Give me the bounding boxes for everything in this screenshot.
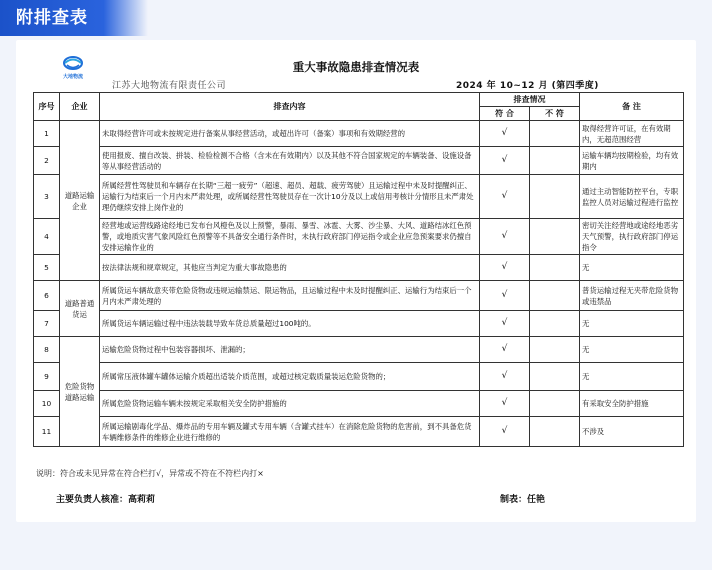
row-nonconform (530, 121, 580, 147)
header-content: 排查内容 (100, 93, 480, 121)
row-remark: 不涉及 (580, 417, 684, 447)
report-period: 2024 年 10~12 月 (第四季度) (456, 81, 599, 91)
row-nonconform (530, 255, 580, 281)
row-seq: 4 (34, 219, 60, 255)
row-remark: 密切关注经营地或途经地恶劣天气预警，执行政府部门停运指令 (580, 219, 684, 255)
group-label: 道路运输企业 (60, 121, 100, 281)
row-seq: 1 (34, 121, 60, 147)
page-section-title: 附排查表 (0, 0, 148, 36)
row-seq: 6 (34, 281, 60, 311)
table-row (34, 391, 684, 417)
row-remark: 无 (580, 363, 684, 391)
table-row (34, 121, 684, 147)
row-nonconform (530, 147, 580, 175)
row-nonconform (530, 363, 580, 391)
row-seq: 3 (34, 175, 60, 219)
row-content: 经营地或运营线路途经地已发布台风橙色及以上预警，暴雨、暴雪、冰雹、大雾、沙尘暴、大风、道路结冰红色预警，或地质灾害气象风险红色预警等不具备安全通行条件时，未执行政府部门停运指令或企业应急预案要求仍擅自安排运输作业的 (100, 219, 480, 255)
row-conform: √ (480, 255, 530, 281)
row-content: 所属经营性驾驶员和车辆存在长期“三超一疲劳”（超速、超员、超载、疲劳驾驶）且运输过程中未及时提醒纠正、运输行为结束后一个月内未严肃处理，或所属经营性驾驶员存在一次计10分及以上或信用考核计分情形且未严肃处理仍继续安排上岗作业的 (100, 175, 480, 219)
header-seq: 序号 (34, 93, 60, 121)
row-remark: 有采取安全防护措施 (580, 391, 684, 417)
row-nonconform (530, 281, 580, 311)
row-content: 所属货运车辆运输过程中违法装载导致车货总质量超过100吨的。 (100, 311, 480, 337)
row-conform: √ (480, 121, 530, 147)
row-remark: 取得经营许可证，在有效期内，无超范围经营 (580, 121, 684, 147)
header-bar (0, 0, 712, 40)
document-title: 重大事故隐患排查情况表 (292, 60, 420, 74)
row-nonconform (530, 219, 580, 255)
row-seq: 7 (34, 311, 60, 337)
group-label: 危险货物道路运输 (60, 337, 100, 447)
row-seq: 9 (34, 363, 60, 391)
row-nonconform (530, 311, 580, 337)
header-company: 企业 (60, 93, 100, 121)
row-content: 所属货运车辆故意夹带危险货物或违规运输禁运、限运物品，且运输过程中未及时提醒纠正、运输行为结束后一个月内未严肃处理的 (100, 281, 480, 311)
row-conform: √ (480, 219, 530, 255)
instruction-note: 说明：符合或未见异常在符合栏打√，异常或不符在不符栏内打× (36, 469, 264, 478)
row-remark: 普货运输过程无夹带危险货物或违禁品 (580, 281, 684, 311)
header-remark: 备 注 (580, 93, 684, 121)
group-label: 道路普通货运 (60, 281, 100, 337)
company-logo (53, 54, 93, 82)
row-remark: 运输车辆均按期检验，均有效期内 (580, 147, 684, 175)
row-conform: √ (480, 417, 530, 447)
responsible-signature: 主要负责人核准：高莉莉 (56, 495, 156, 505)
preparer-signature: 制表：任艳 (500, 495, 546, 505)
row-seq: 11 (34, 417, 60, 447)
row-content: 所属运输剧毒化学品、爆炸品的专用车辆及罐式专用车辆（含罐式挂车）在消除危险货物的危害前，到不具备危货车辆维修条件的维修企业进行维修的 (100, 417, 480, 447)
table-row (34, 255, 684, 281)
row-remark: 通过主动智能防控平台，专职监控人员对运输过程进行监控 (580, 175, 684, 219)
table-row (34, 219, 684, 255)
row-conform: √ (480, 147, 530, 175)
table-row (34, 417, 684, 447)
row-conform: √ (480, 311, 530, 337)
row-nonconform (530, 337, 580, 363)
header-conform: 符 合 (480, 107, 530, 121)
row-conform: √ (480, 391, 530, 417)
table-row (34, 337, 684, 363)
row-remark: 无 (580, 337, 684, 363)
row-content: 所属危险货物运输车辆未按规定采取相关安全防护措施的 (100, 391, 480, 417)
row-conform: √ (480, 337, 530, 363)
table-row (34, 363, 684, 391)
document-card (16, 40, 696, 522)
row-conform: √ (480, 175, 530, 219)
row-seq: 8 (34, 337, 60, 363)
row-nonconform (530, 417, 580, 447)
row-seq: 10 (34, 391, 60, 417)
row-content: 运输危险货物过程中包装容器损坏、泄漏的； (100, 337, 480, 363)
table-row (34, 281, 684, 311)
row-content: 使用报废、擅自改装、拼装、检验检测不合格（含未在有效期内）以及其他不符合国家规定的车辆装备、设施设备等从事经营活动的 (100, 147, 480, 175)
row-content: 按法律法规和规章规定，其他应当判定为重大事故隐患的 (100, 255, 480, 281)
header-status: 排查情况 (480, 93, 580, 107)
table-row (34, 147, 684, 175)
row-nonconform (530, 391, 580, 417)
inspection-table (33, 92, 684, 447)
row-conform: √ (480, 281, 530, 311)
row-conform: √ (480, 363, 530, 391)
row-nonconform (530, 175, 580, 219)
row-remark: 无 (580, 311, 684, 337)
row-seq: 5 (34, 255, 60, 281)
logo-text: 大地物流 (62, 74, 83, 80)
row-content: 未取得经营许可或未按规定进行备案从事经营活动，或超出许可（备案）事项和有效期经营的 (100, 121, 480, 147)
row-remark: 无 (580, 255, 684, 281)
header-nonconform: 不 符 (530, 107, 580, 121)
table-row (34, 175, 684, 219)
table-row (34, 311, 684, 337)
row-content: 所属常压液体罐车罐体运输介质超出适装介质范围，或超过核定载质量装运危险货物的； (100, 363, 480, 391)
company-name: 江苏大地物流有限责任公司 (112, 81, 227, 91)
row-seq: 2 (34, 147, 60, 175)
